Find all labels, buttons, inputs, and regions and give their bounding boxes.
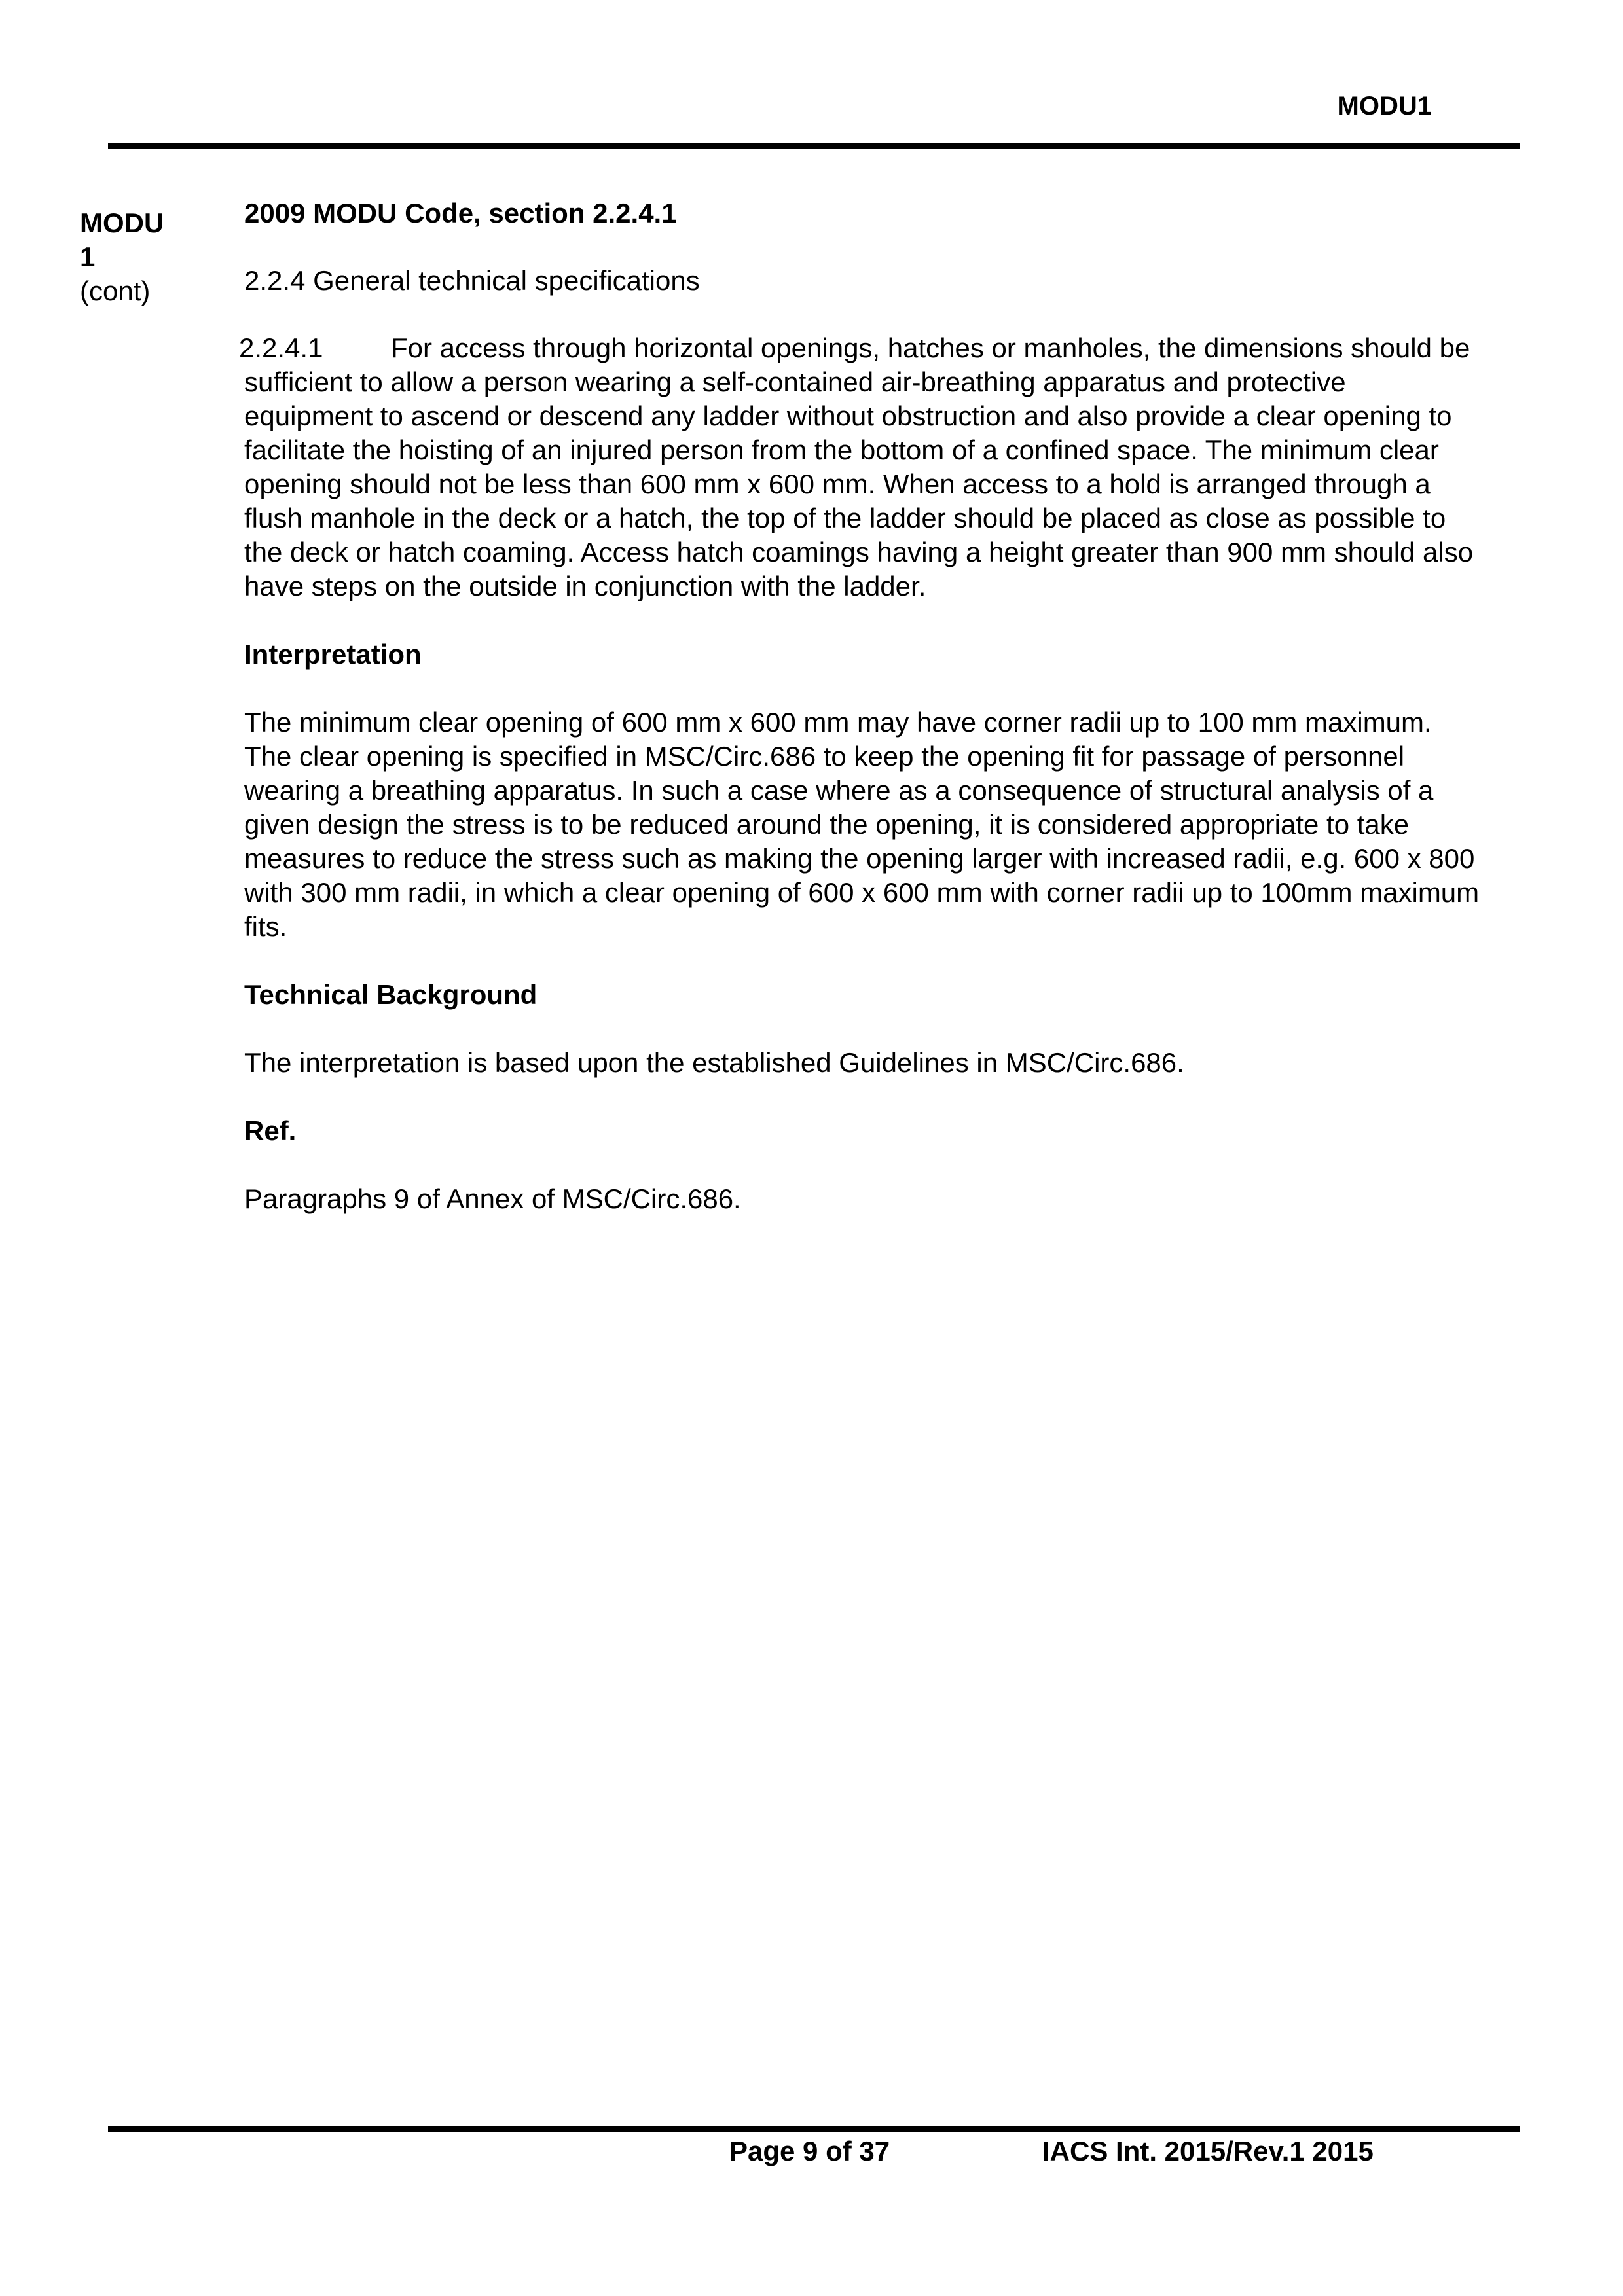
margin-label-bold-1: MODU [80,207,164,238]
clause-text: For access through horizontal openings, hatches or manholes, the dimensions should be sufficient to allow a person wearing a self-contained air-breathing apparatus and protective equipment to ascend or descend any ladder without obstruction and also provide a clear opening to facilitate the hoisting of an injured person from the bottom of a confined space. The minimum clear opening should not be less than 600 mm x 600 mm. When access to a hold is arranged through a flush manhole in the deck or a hatch, the top of the ladder should be placed as close as possible to the deck or hatch coaming. Access hatch coamings having a height greater than 900 mm should also have steps on the outside in conjunction with the ladder. [244,332,1474,601]
technical-background-text: The interpretation is based upon the established Guidelines in MSC/Circ.686. [244,1047,1184,1078]
section-title: 2009 MODU Code, section 2.2.4.1 [244,198,677,228]
clause-paragraph [239,331,1482,603]
ref-heading: Ref. [244,1115,297,1146]
page-number: Page 9 of 37 [729,2136,890,2166]
clause-number: 2.2.4.1 [239,332,323,363]
margin-label-cont: (cont) [80,276,151,306]
technical-background-heading: Technical Background [244,979,538,1010]
footer-document-ref: IACS Int. 2015/Rev.1 2015 [1042,2136,1374,2166]
subsection-title: 2.2.4 General technical specifications [244,265,700,296]
interpretation-text: The minimum clear opening of 600 mm x 600 mm may have corner radii up to 100 mm maximum. The clear opening is specified in MSC/Circ.686 to keep the opening fit for passage of personnel wearing a breathing apparatus. In such a case where as a consequence of structural analysis of a given design the stress is to be reduced around the opening, it is considered appropriate to take measures to reduce the stress such as making the opening larger with increased radii, e.g. 600 x 800 with 300 mm radii, in which a clear opening of 600 x 600 mm with corner radii up to 100mm maximum fits. [244,707,1480,942]
ref-text: Paragraphs 9 of Annex of MSC/Circ.686. [244,1183,741,1214]
margin-label-bold-2: 1 [80,242,96,272]
footer-rule [108,2126,1520,2132]
margin-label [80,206,164,308]
header-document-id: MODU1 [1337,92,1432,120]
header-rule [108,143,1520,149]
interpretation-heading: Interpretation [244,639,422,670]
document-body [239,196,1482,1216]
